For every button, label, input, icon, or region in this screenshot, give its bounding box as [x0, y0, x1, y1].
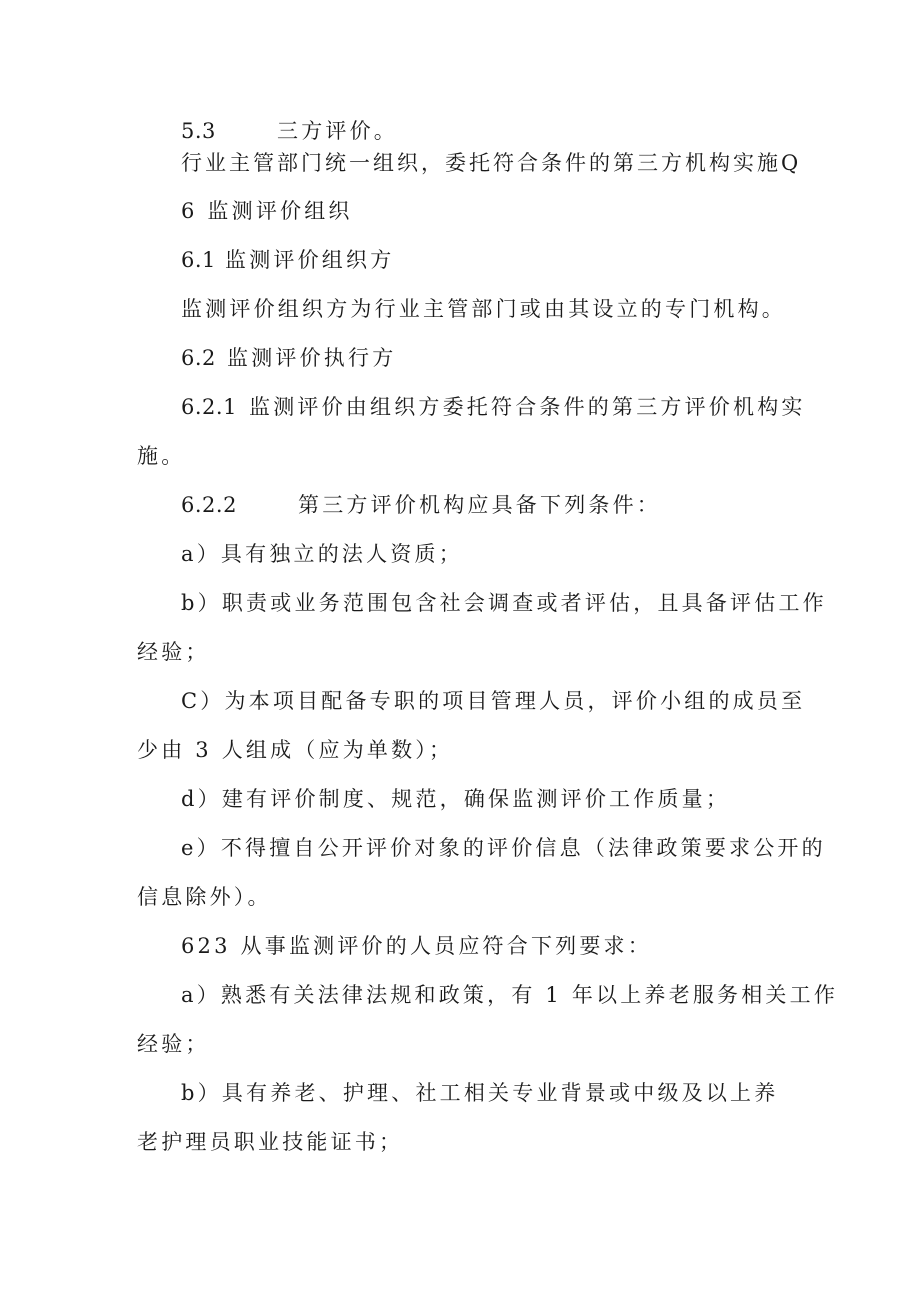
paragraph-line: 老护理员职业技能证书；	[137, 1130, 404, 1154]
list-item-a: a）具有独立的法人资质；	[181, 542, 463, 566]
section-5-3-heading	[181, 116, 398, 146]
list-item-a: a）熟悉有关法律法规和政策，有 1 年以上养老服务相关工作	[181, 983, 839, 1007]
section-title: 三方评价。	[277, 119, 398, 143]
paragraph-line: 施。	[137, 444, 186, 468]
paragraph-line: 信息除外）。	[137, 885, 272, 909]
section-number: 6.1	[181, 248, 216, 272]
paragraph-line: 监测评价组织方为行业主管部门或由其设立的专门机构。	[181, 297, 786, 321]
section-number: 6.2.2	[181, 493, 237, 517]
paragraph-line: 经验；	[137, 640, 210, 664]
section-6-2-3-line: 623 从事监测评价的人员应符合下列要求：	[181, 934, 652, 958]
section-6-heading: 6 监测评价组织	[181, 199, 353, 223]
paragraph-line: 少由 3 人组成（应为单数）；	[137, 738, 454, 762]
section-number: 6.2	[181, 346, 216, 370]
section-title: 监测评价组织方	[225, 248, 395, 272]
paragraph-line: 经验；	[137, 1032, 210, 1056]
section-title: 监测评价执行方	[227, 346, 397, 370]
list-item-d: d）建有评价制度、规范，确保监测评价工作质量；	[181, 787, 731, 811]
section-number: 5.3	[181, 119, 216, 143]
paragraph-line: 行业主管部门统一组织，委托符合条件的第三方机构实施Q	[181, 151, 802, 175]
paragraph-text: 第三方评价机构应具备下列条件：	[298, 493, 661, 517]
section-6-2-1-line	[181, 392, 806, 422]
list-item-b: b）职责或业务范围包含社会调查或者评估，且具备评估工作	[181, 591, 827, 615]
section-6-1-heading	[181, 245, 394, 275]
list-item-b: b）具有养老、护理、社工相关专业背景或中级及以上养	[181, 1081, 779, 1105]
list-item-e: e）不得擅自公开评价对象的评价信息（法律政策要求公开的	[181, 836, 826, 860]
paragraph-text: 监测评价由组织方委托符合条件的第三方评价机构实	[249, 395, 806, 419]
section-6-2-2-line	[181, 490, 661, 520]
list-item-c: C）为本项目配备专职的项目管理人员，评价小组的成员至	[181, 689, 806, 713]
section-number: 6.2.1	[181, 395, 237, 419]
section-6-2-heading	[181, 343, 396, 373]
